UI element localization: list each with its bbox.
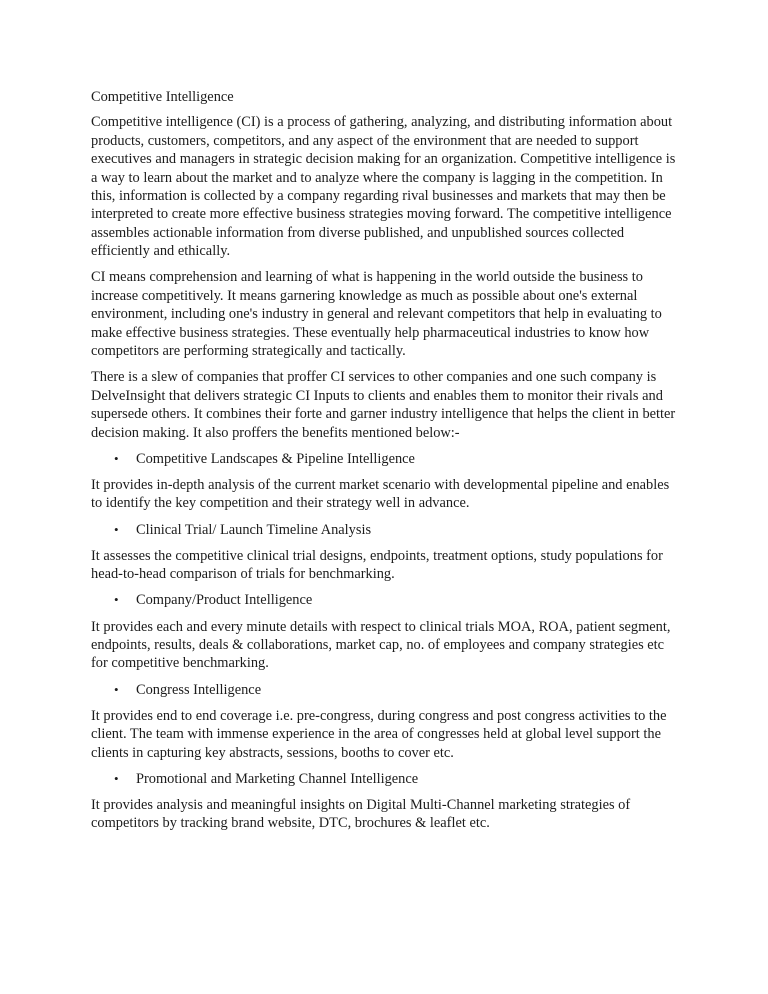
section-paragraph: It provides each and every minute details with respect to clinical trials MOA, ROA, patient segment, endpoints, results, deals & collaborations, market cap, no. of employees and company strategies etc for competitive benchmarking. — [91, 618, 671, 672]
section-paragraph: It provides in-depth analysis of the current market scenario with developmental pipeline and enables to identify the key competition and their strategy well in advance. — [91, 476, 670, 512]
bullet-item — [91, 450, 683, 468]
bullet-heading: Clinical Trial/ Launch Timeline Analysis — [136, 521, 372, 538]
bullet-heading: Competitive Landscapes & Pipeline Intelligence — [136, 450, 415, 467]
bullet-heading: Congress Intelligence — [136, 681, 262, 698]
document-page — [91, 88, 683, 841]
bullet-item — [91, 591, 683, 609]
section-paragraph: It assesses the competitive clinical trial designs, endpoints, treatment options, study populations for head-to-head comparison of trials for benchmarking. — [91, 547, 663, 583]
intro-paragraph: Competitive intelligence (CI) is a process of gathering, analyzing, and distributing information about products, customers, competitors, and any aspect of the environment that are needed to support executives and managers in strategic decision making for an organization. Competitive intelligence is a way to learn about the market and to analyze where the company is lagging in the competition. In this, information is collected by a company regarding rival businesses and markets that may then be interpreted to create more effective business strategies moving forward. The competitive intelligence assembles actionable information from diverse published, and unpublished sources collected efficiently and ethically. — [91, 114, 676, 260]
bullet-icon: • — [114, 770, 119, 786]
bullet-item — [91, 681, 683, 699]
bullet-icon: • — [114, 521, 119, 537]
bullet-item — [91, 521, 683, 539]
document-title: Competitive Intelligence — [91, 89, 234, 105]
bullet-heading: Promotional and Marketing Channel Intelligence — [136, 770, 419, 787]
section-paragraph: It provides end to end coverage i.e. pre-congress, during congress and post congress activities to the client. The team with immense experience in the area of congresses held at global level support the clients in capturing key abstracts, sessions, booths to cover etc. — [91, 707, 667, 761]
bullet-icon: • — [114, 450, 119, 466]
bullet-icon: • — [114, 681, 119, 697]
ci-meaning-paragraph: CI means comprehension and learning of what is happening in the world outside the business to increase competitively. It means garnering knowledge as much as possible about one's external environment, including one's industry in general and relevant competitors that help in evaluating to make effective business strategies. These eventually help pharmaceutical industries to know how competitors are performing strategically and tactically. — [91, 269, 662, 360]
bullet-heading: Company/Product Intelligence — [136, 592, 313, 609]
bullet-icon: • — [114, 592, 119, 608]
section-paragraph: It provides analysis and meaningful insights on Digital Multi-Channel marketing strategies of competitors by tracking brand website, DTC, brochures & leaflet etc. — [91, 796, 631, 832]
bullet-item — [91, 770, 683, 788]
delveinsight-paragraph: There is a slew of companies that proffer CI services to other companies and one such company is DelveInsight that delivers strategic CI Inputs to clients and enables them to monitor their rivals and supersede others. It combines their forte and garner industry intelligence that helps the client in better decision making. It also proffers the benefits mentioned below:- — [91, 369, 676, 441]
